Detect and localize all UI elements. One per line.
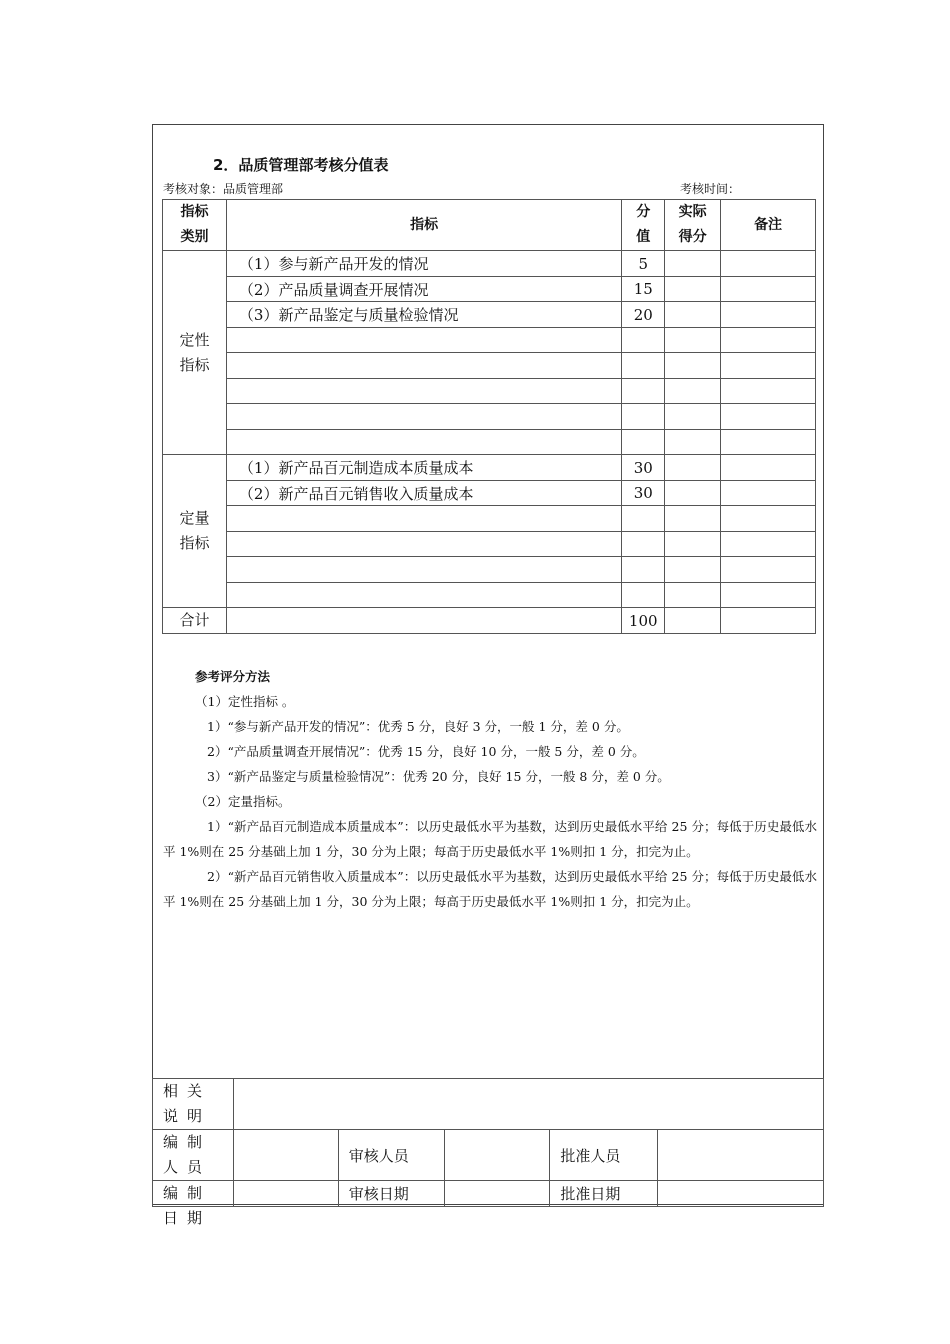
category-qualitative: 定性 指标: [163, 251, 227, 455]
score-cell[interactable]: [622, 353, 665, 379]
review-date-label: 审核日期: [338, 1181, 444, 1207]
header-category: 指标 类别: [163, 200, 227, 251]
table-row: [163, 251, 816, 277]
empty-row: [163, 506, 816, 532]
remarks-cell[interactable]: [721, 404, 816, 430]
empty-row: [163, 557, 816, 583]
personnel-row: [153, 1130, 824, 1181]
indicator-cell: （2）新产品百元销售收入质量成本: [226, 481, 621, 506]
actual-score-cell[interactable]: [665, 430, 721, 455]
actual-score-cell[interactable]: [665, 481, 721, 506]
assessment-subject: 考核对象：品质管理部: [163, 182, 284, 196]
table-row: [163, 277, 816, 302]
actual-score-cell[interactable]: [665, 455, 721, 481]
indicator-cell[interactable]: [226, 430, 621, 455]
remarks-cell[interactable]: [721, 532, 816, 557]
total-label: 合计: [163, 608, 227, 634]
table-row: [163, 302, 816, 328]
actual-score-cell[interactable]: [665, 379, 721, 404]
review-date-field[interactable]: [444, 1181, 550, 1207]
score-cell[interactable]: [622, 557, 665, 583]
header-remarks: 备注: [721, 200, 816, 251]
empty-row: [163, 353, 816, 379]
scoring-method-heading: 参考评分方法: [195, 669, 271, 684]
remarks-cell[interactable]: [721, 455, 816, 481]
compiled-date-label: 编制日期: [163, 1184, 212, 1227]
header-score: 分 值: [622, 200, 665, 251]
related-notes-label: 相关说明: [153, 1079, 234, 1130]
compiled-by-label: 编制人员: [153, 1130, 234, 1181]
score-cell[interactable]: [622, 430, 665, 455]
assessment-time: 考核时间：: [680, 182, 741, 196]
remarks-cell[interactable]: [721, 302, 816, 328]
actual-score-cell[interactable]: [665, 277, 721, 302]
score-table: [162, 199, 816, 634]
score-cell[interactable]: [622, 379, 665, 404]
actual-score-cell[interactable]: [665, 328, 721, 353]
related-notes-row: [153, 1079, 824, 1130]
actual-score-cell[interactable]: [665, 302, 721, 328]
indicator-cell[interactable]: [226, 506, 621, 532]
compiled-by-field[interactable]: [233, 1130, 338, 1181]
qualitative-item: 2）“产品质量调查开展情况”：优秀 15 分，良好 10 分，一般 5 分，差 0 分。: [207, 744, 645, 759]
page-title: 2．品质管理部考核分值表: [213, 156, 389, 174]
table-row: [163, 481, 816, 506]
remarks-cell[interactable]: [721, 608, 816, 634]
score-cell[interactable]: [622, 404, 665, 430]
table-row: [163, 455, 816, 481]
indicator-cell: [226, 608, 621, 634]
empty-row: [163, 404, 816, 430]
indicator-cell[interactable]: [226, 532, 621, 557]
signature-table: [152, 1078, 824, 1227]
approval-date-label: 批准日期: [550, 1181, 658, 1207]
actual-score-cell[interactable]: [665, 404, 721, 430]
empty-row: [163, 328, 816, 353]
score-cell: 30: [622, 481, 665, 506]
score-cell: 15: [622, 277, 665, 302]
reviewed-by-label: 审核人员: [338, 1130, 444, 1181]
score-cell[interactable]: [622, 583, 665, 608]
empty-row: [163, 430, 816, 455]
quantitative-item: 2）“新产品百元销售收入质量成本”：以历史最低水平为基数，达到历史最低水平给 25 分；每低于历史最低水平 1%则在 25 分基础上加 1 分，30 分为上限；每高于历史最低水平 1%则扣 1 分，扣完为止。: [163, 869, 817, 909]
score-cell[interactable]: [622, 532, 665, 557]
indicator-cell[interactable]: [226, 328, 621, 353]
score-cell: 5: [622, 251, 665, 277]
remarks-cell[interactable]: [721, 506, 816, 532]
indicator-cell: （1）参与新产品开发的情况: [226, 251, 621, 277]
quantitative-heading: （2）定量指标。: [195, 794, 291, 809]
approved-by-field[interactable]: [658, 1130, 824, 1181]
empty-row: [163, 379, 816, 404]
qualitative-heading: （1）定性指标 。: [195, 694, 295, 709]
remarks-cell[interactable]: [721, 353, 816, 379]
approval-date-field[interactable]: [658, 1181, 824, 1207]
score-cell[interactable]: [622, 506, 665, 532]
actual-score-cell[interactable]: [665, 353, 721, 379]
reviewed-by-field[interactable]: [444, 1130, 550, 1181]
empty-row: [163, 532, 816, 557]
remarks-cell[interactable]: [721, 430, 816, 455]
actual-score-cell[interactable]: [665, 608, 721, 634]
actual-score-cell[interactable]: [665, 506, 721, 532]
date-row: [153, 1181, 824, 1207]
remarks-cell[interactable]: [721, 557, 816, 583]
total-row: [163, 608, 816, 634]
qualitative-item: 3）“新产品鉴定与质量检验情况”：优秀 20 分，良好 15 分，一般 8 分，差 0 分。: [207, 769, 670, 784]
compiled-date-field[interactable]: [233, 1181, 338, 1207]
indicator-cell[interactable]: [226, 404, 621, 430]
scoring-method: [163, 664, 817, 914]
remarks-cell[interactable]: [721, 481, 816, 506]
total-score: 100: [622, 608, 665, 634]
actual-score-cell[interactable]: [665, 251, 721, 277]
score-cell: 30: [622, 455, 665, 481]
score-cell: 20: [622, 302, 665, 328]
qualitative-item: 1）“参与新产品开发的情况”：优秀 5 分，良好 3 分，一般 1 分，差 0 分。: [207, 719, 629, 734]
actual-score-cell[interactable]: [665, 557, 721, 583]
header-actual-score: 实际 得分: [665, 200, 721, 251]
compiled-date-cell: [153, 1181, 234, 1227]
category-quantitative: 定量 指标: [163, 455, 227, 608]
remarks-cell[interactable]: [721, 583, 816, 608]
related-notes-field[interactable]: [233, 1079, 823, 1130]
actual-score-cell[interactable]: [665, 532, 721, 557]
score-cell[interactable]: [622, 328, 665, 353]
indicator-cell[interactable]: [226, 353, 621, 379]
indicator-cell[interactable]: [226, 583, 621, 608]
remarks-cell[interactable]: [721, 328, 816, 353]
table-header-row: [163, 200, 816, 251]
approved-by-label: 批准人员: [550, 1130, 658, 1181]
empty-row: [163, 583, 816, 608]
indicator-cell[interactable]: [226, 557, 621, 583]
header-indicator: 指标: [226, 200, 621, 251]
indicator-cell: （2）产品质量调查开展情况: [226, 277, 621, 302]
indicator-cell[interactable]: [226, 379, 621, 404]
indicator-cell: （1）新产品百元制造成本质量成本: [226, 455, 621, 481]
quantitative-item: 1）“新产品百元制造成本质量成本”：以历史最低水平为基数，达到历史最低水平给 25 分；每低于历史最低水平 1%则在 25 分基础上加 1 分，30 分为上限；每高于历史最低水平 1%则扣 1 分，扣完为止。: [163, 819, 817, 859]
remarks-cell[interactable]: [721, 251, 816, 277]
indicator-cell: （3）新产品鉴定与质量检验情况: [226, 302, 621, 328]
remarks-cell[interactable]: [721, 277, 816, 302]
remarks-cell[interactable]: [721, 379, 816, 404]
actual-score-cell[interactable]: [665, 583, 721, 608]
